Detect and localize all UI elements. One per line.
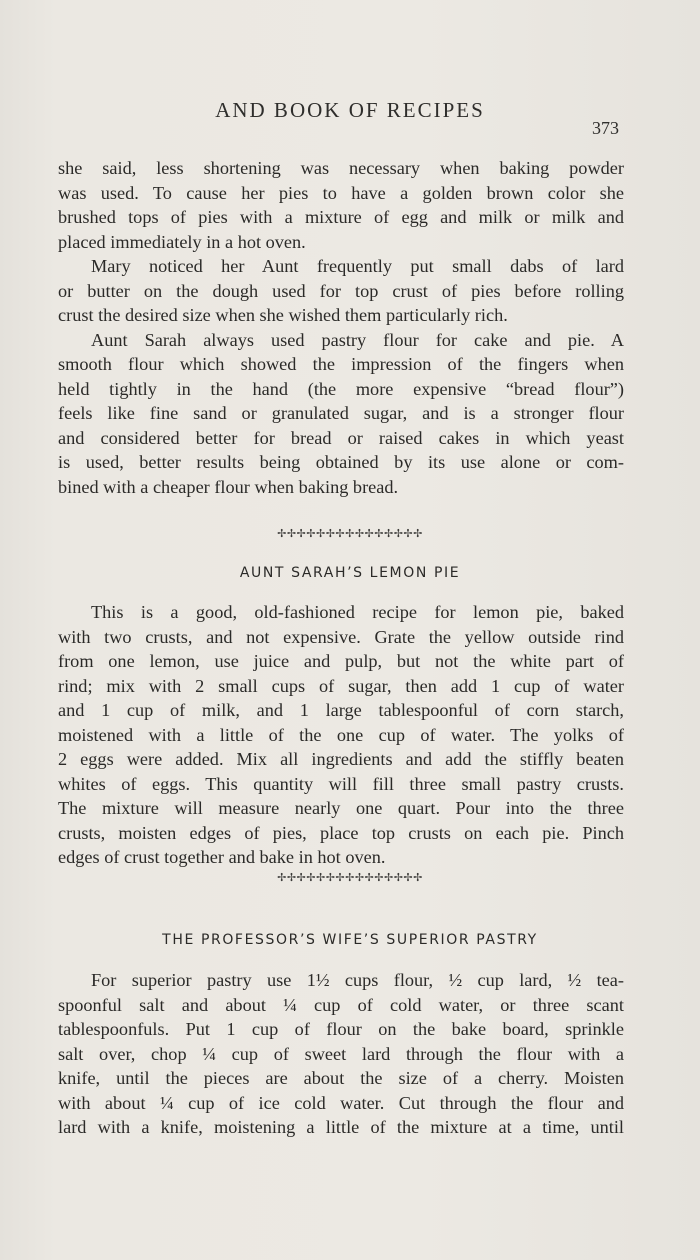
text-line: knife, until the pieces are about the size of a cherry. Moisten (58, 1068, 624, 1088)
text-line: feels like fine sand or granulated sugar, and is a stronger flour (58, 403, 624, 423)
text-line: she said, less shortening was necessary when baking powder (58, 158, 624, 178)
text-line: whites of eggs. This quantity will fill three small pastry crusts. (58, 773, 624, 794)
text-line: For superior pastry use 1½ cups flour, ½ cup lard, ½ tea- (91, 970, 624, 990)
ornamental-divider: ✢✢✢✢✢✢✢✢✢✢✢✢✢✢✢ (277, 871, 423, 884)
text-line: crusts, moisten edges of pies, place top crusts on each pie. Pinch (58, 822, 624, 843)
text-line: edges of crust together and bake in hot oven. (58, 847, 386, 867)
text-line: and considered better for bread or raised cakes in which yeast (58, 427, 624, 448)
text-line: with two crusts, and not expensive. Grate the yellow outside rind (58, 626, 624, 647)
section-heading-lemon-pie: AUNT SARAH’S LEMON PIE (239, 565, 461, 581)
section-heading-superior-pastry: THE PROFESSOR’S WIFE’S SUPERIOR PASTRY (162, 932, 538, 948)
text-line: Mary noticed her Aunt frequently put small dabs of lard (91, 256, 624, 276)
text-line: smooth flour which showed the impression of the fingers when (58, 354, 624, 374)
pastry-text (58, 968, 624, 1140)
text-line: salt over, chop ¼ cup of sweet lard through the flour with a (58, 1043, 624, 1064)
text-line: placed immediately in a hot oven. (58, 231, 306, 252)
text-line: held tightly in the hand (the more expensive “bread flour”) (58, 378, 624, 399)
lemon-pie-text (58, 600, 624, 870)
text-line: lard with a knife, moistening a little of the mixture at a time, until (58, 1117, 624, 1137)
intro-text (58, 156, 624, 499)
text-line: with about ¼ cup of ice cold water. Cut through the flour and (58, 1092, 624, 1113)
text-line: 2 eggs were added. Mix all ingredients and add the stiffly beaten (58, 749, 624, 769)
text-line: crust the desired size when she wished them particularly rich. (58, 305, 508, 325)
text-line: The mixture will measure nearly one quart. Pour into the three (58, 798, 624, 818)
text-line: rind; mix with 2 small cups of sugar, then add 1 cup of water (58, 675, 624, 696)
running-head: AND BOOK OF RECIPES (215, 98, 485, 122)
text-line: This is a good, old-fashioned recipe for lemon pie, baked (91, 602, 624, 622)
text-line: Aunt Sarah always used pastry flour for cake and pie. A (91, 329, 624, 350)
text-line: was used. To cause her pies to have a golden brown color she (58, 182, 624, 203)
text-line: moistened with a little of the one cup of water. The yolks of (58, 724, 624, 745)
text-line: spoonful salt and about ¼ cup of cold water, or three scant (58, 994, 624, 1015)
text-line: and 1 cup of milk, and 1 large tablespoonful of corn starch, (58, 700, 624, 720)
ornamental-divider: ✢✢✢✢✢✢✢✢✢✢✢✢✢✢✢ (277, 527, 423, 540)
text-line: bined with a cheaper flour when baking bread. (58, 476, 399, 497)
text-line: or butter on the dough used for top crust of pies before rolling (58, 280, 624, 301)
text-line: is used, better results being obtained by its use alone or com- (58, 452, 624, 472)
page-number: 373 (592, 118, 619, 138)
text-line: brushed tops of pies with a mixture of egg and milk or milk and (58, 207, 624, 227)
text-line: tablespoonfuls. Put 1 cup of flour on the bake board, sprinkle (58, 1019, 624, 1039)
text-line: from one lemon, use juice and pulp, but not the white part of (58, 651, 624, 671)
